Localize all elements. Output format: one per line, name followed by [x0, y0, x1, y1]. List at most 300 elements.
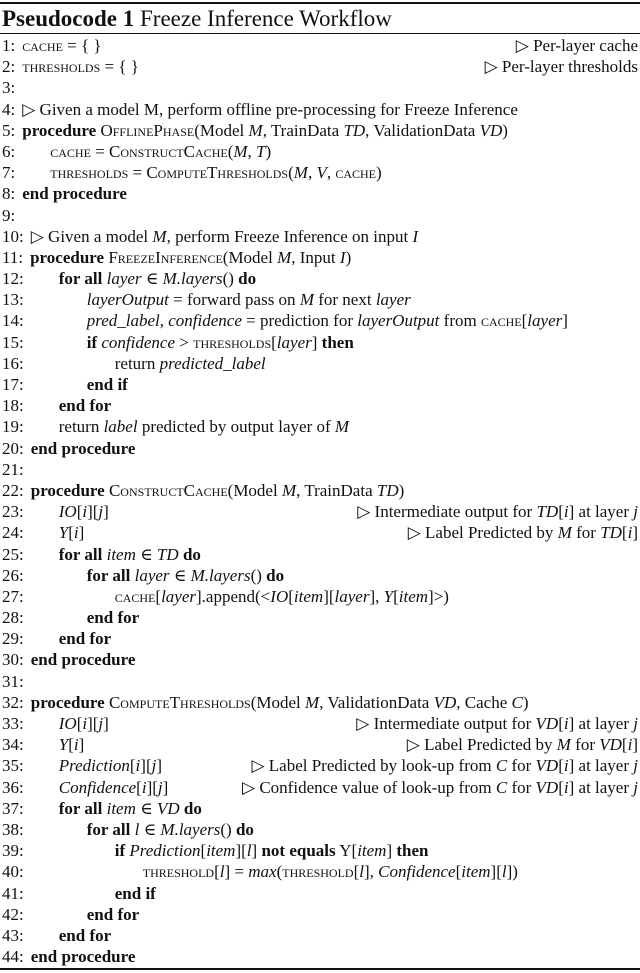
code-line: [0, 586, 640, 607]
keyword: end for: [58, 925, 112, 945]
code-line: [0, 77, 640, 98]
comment-code-text: for: [571, 523, 601, 543]
code-text: [: [136, 777, 142, 797]
line-number: 24:: [2, 523, 24, 543]
keyword: do: [235, 819, 254, 839]
code-text: >: [175, 332, 194, 352]
code-statement: [31, 501, 109, 522]
code-statement: [31, 226, 418, 247]
line-number: 5:: [2, 120, 16, 140]
code-text: ,: [247, 141, 257, 161]
comment-math-var: C: [495, 756, 508, 776]
code-text: ]: [251, 841, 262, 861]
code-text: Y[: [335, 841, 358, 861]
algorithm-name: Freeze Inference Workflow: [140, 6, 392, 31]
math-var: i: [82, 502, 88, 522]
math-var: M.layers: [190, 565, 251, 585]
code-statement: [31, 332, 354, 353]
comment-code-text: ▷ Label Predicted by: [407, 523, 558, 543]
code-statement: [31, 310, 568, 331]
line-number: 41:: [2, 883, 24, 903]
math-var: max: [248, 862, 277, 882]
math-var: item: [293, 586, 324, 606]
comment-code-text: ▷ Confidence value of look-up from: [242, 777, 496, 797]
math-var: Prediction: [58, 756, 130, 776]
code-text: ],: [369, 586, 384, 606]
math-var: Y: [383, 586, 394, 606]
line-number: 29:: [2, 629, 24, 649]
line-number: 13:: [2, 290, 24, 310]
keyword: if: [86, 332, 98, 352]
math-var: item: [398, 586, 429, 606]
keyword: for all: [86, 819, 131, 839]
code-line: [0, 56, 640, 77]
code-text: ]: [78, 523, 85, 543]
math-var: IO: [270, 586, 289, 606]
code-text: ][: [140, 756, 152, 776]
comment-math-var: C: [495, 777, 508, 797]
line-number: 39:: [2, 841, 24, 861]
comment-math-var: i: [563, 756, 569, 776]
math-var: M: [293, 163, 308, 183]
math-var: i: [73, 523, 79, 543]
line-number: 8:: [2, 184, 16, 204]
comment-code-text: ▷ Label Predicted by look-up from: [251, 756, 496, 776]
code-statement: [31, 883, 156, 904]
line-number: 34:: [2, 735, 24, 755]
code-statement: [22, 183, 127, 204]
math-var: layer: [161, 586, 197, 606]
math-var: M: [233, 141, 248, 161]
code-text: [: [214, 862, 220, 882]
code-statement: [31, 925, 111, 946]
line-number: 9:: [2, 205, 16, 225]
comment-math-var: j: [633, 756, 638, 776]
comment-math-var: M: [557, 523, 572, 543]
keyword: end for: [58, 629, 112, 649]
math-var: i: [141, 777, 147, 797]
code-line: [0, 35, 640, 56]
code-text: ].append(<: [196, 586, 271, 606]
line-comment: [516, 35, 638, 56]
math-var: layer: [334, 586, 370, 606]
code-line: [0, 861, 640, 882]
math-var: layer: [527, 311, 563, 331]
code-statement: [31, 755, 162, 776]
math-var: IO: [58, 714, 77, 733]
code-text: ][: [87, 502, 99, 522]
math-var: V: [316, 163, 327, 183]
code-text: ]>): [428, 586, 449, 606]
math-var: l: [246, 841, 252, 861]
code-text: , ValidationData: [365, 120, 480, 140]
code-line: [0, 268, 640, 289]
code-line: [0, 607, 640, 628]
code-text: (: [288, 163, 294, 183]
line-comment: [356, 713, 638, 734]
code-line: [0, 904, 640, 925]
code-line: [0, 480, 640, 501]
code-text: ∈: [169, 565, 191, 585]
code-text: (): [220, 819, 236, 839]
line-number: 33:: [2, 714, 24, 733]
code-line: [0, 565, 640, 586]
code-text: ▷ Given a model M, perform offline pre-processing for Freeze Inference: [22, 99, 518, 119]
code-line: [0, 883, 640, 904]
math-var: layer: [106, 269, 142, 289]
code-text: (Model: [222, 247, 278, 267]
code-statement: [31, 798, 202, 819]
keyword: for all: [58, 269, 103, 289]
code-statement: [22, 120, 508, 141]
code-text: [: [68, 735, 74, 755]
code-line: [0, 120, 640, 141]
code-line: [0, 755, 640, 776]
math-var: i: [135, 756, 141, 776]
code-line: [0, 310, 640, 331]
code-text: (): [222, 269, 239, 289]
math-var: l: [134, 819, 140, 839]
line-number: 21:: [2, 459, 24, 479]
line-number: 35:: [2, 756, 24, 776]
keyword: do: [182, 544, 201, 564]
keyword: not equals: [261, 841, 336, 861]
code-text: [: [76, 714, 83, 733]
math-var: j: [157, 777, 163, 797]
keyword: procedure: [30, 247, 105, 267]
keyword: procedure: [30, 480, 105, 500]
keyword: end procedure: [30, 947, 136, 967]
math-var: Prediction: [129, 841, 201, 861]
keyword: do: [266, 565, 285, 585]
function-name: cache: [114, 586, 156, 606]
comment-code-text: [: [621, 735, 628, 755]
code-statement: [31, 861, 518, 882]
code-statement: [31, 480, 405, 501]
code-text: ): [345, 247, 352, 267]
code-text: [: [271, 332, 277, 352]
code-line: [0, 395, 640, 416]
line-number: 23:: [2, 502, 24, 522]
math-var: Y: [58, 523, 69, 543]
algorithm-title: [0, 4, 640, 33]
code-line: [0, 692, 640, 713]
code-statement: [31, 522, 85, 543]
comment-code-text: [: [558, 777, 564, 797]
code-text: ,: [326, 163, 336, 183]
line-number: 28:: [2, 608, 24, 628]
comment-code-text: [: [558, 756, 564, 776]
code-text: ∈: [135, 798, 157, 818]
code-statement: [31, 438, 136, 459]
code-text: [: [393, 586, 399, 606]
comment-math-var: VD: [535, 777, 559, 797]
code-text: ][: [235, 841, 247, 861]
code-statement: [31, 692, 529, 713]
line-number: 2:: [2, 57, 16, 77]
code-statement: [31, 607, 139, 628]
comment-math-var: j: [633, 777, 638, 797]
keyword: end procedure: [22, 184, 127, 204]
math-var: VD: [433, 692, 457, 712]
line-comment: [251, 755, 638, 776]
math-var: j: [98, 502, 104, 522]
code-statement: [31, 649, 136, 670]
math-var: layer: [375, 290, 411, 310]
code-text: ]: [386, 841, 397, 861]
code-text: ][: [87, 714, 99, 733]
line-number: 27:: [2, 586, 24, 606]
keyword: end for: [86, 608, 140, 628]
code-line: [0, 628, 640, 649]
math-var: Confidence: [58, 777, 137, 797]
code-statement: [31, 268, 256, 289]
keyword: for all: [58, 544, 103, 564]
algorithm-label: Pseudocode 1: [2, 6, 135, 31]
line-comment: [357, 501, 638, 522]
math-var: M: [334, 417, 350, 437]
comment-math-var: TD: [536, 502, 559, 522]
code-text: ]): [506, 862, 518, 882]
code-text: ] =: [224, 862, 249, 882]
math-var: TD: [376, 480, 399, 500]
code-line: [0, 353, 640, 374]
comment-math-var: i: [563, 714, 569, 733]
comment-math-var: j: [633, 714, 638, 733]
code-line: [0, 946, 640, 967]
line-number: 19:: [2, 417, 24, 437]
code-line: [0, 289, 640, 310]
code-text: ]: [78, 735, 85, 755]
comment-code-text: for: [507, 756, 536, 776]
code-text: [: [76, 502, 83, 522]
code-statement: [31, 904, 139, 925]
code-text: ]: [162, 777, 169, 797]
code-text: ): [376, 163, 382, 183]
line-number: 44:: [2, 947, 24, 967]
math-var: confidence: [168, 311, 242, 331]
code-text: (): [250, 565, 267, 585]
math-var: Confidence: [378, 862, 456, 882]
code-text: ,: [159, 311, 169, 331]
code-text: (: [227, 141, 234, 161]
code-text: ∈: [135, 544, 157, 564]
code-text: predicted by output layer of: [137, 417, 335, 437]
math-var: i: [82, 714, 88, 733]
function-name: thresholds: [22, 57, 101, 77]
line-number: 26:: [2, 565, 24, 585]
code-text: , Cache: [456, 692, 512, 712]
keyword: for all: [86, 565, 131, 585]
math-var: M: [299, 290, 314, 310]
code-line: [0, 671, 640, 692]
math-var: TD: [156, 544, 179, 564]
code-line: [0, 247, 640, 268]
code-lines: [0, 34, 640, 967]
function-name: thresholds: [50, 163, 129, 183]
line-number: 30:: [2, 650, 24, 670]
math-var: confidence: [101, 332, 176, 352]
code-text: ▷ Given a model: [30, 226, 153, 246]
code-line: [0, 840, 640, 861]
code-statement: [22, 99, 518, 120]
code-text: ): [522, 692, 529, 712]
line-number: 10:: [2, 226, 24, 246]
code-line: [0, 459, 640, 480]
code-statement: [31, 565, 284, 586]
code-text: , perform Freeze Inference on input: [166, 226, 413, 246]
line-number: 12:: [2, 269, 24, 289]
code-text: [: [521, 311, 528, 331]
math-var: T: [256, 141, 266, 161]
comment-code-text: for: [570, 735, 600, 755]
function-name: cache: [22, 36, 63, 55]
line-number: 20:: [2, 438, 24, 458]
math-var: VD: [479, 120, 503, 140]
code-text: = forward pass on: [168, 290, 300, 310]
comment-code-text: ▷ Per-layer cache: [515, 36, 638, 55]
comment-code-text: ] at layer: [568, 714, 634, 733]
code-text: , TrainData: [262, 120, 344, 140]
keyword: end for: [86, 904, 140, 924]
function-name: ComputeThresholds: [108, 692, 251, 712]
code-statement: [31, 374, 128, 395]
code-text: ]: [103, 502, 109, 522]
math-var: M: [281, 480, 297, 500]
code-line: [0, 162, 640, 183]
code-statement: [31, 628, 111, 649]
code-text: = { }: [62, 36, 102, 55]
keyword: then: [396, 841, 429, 861]
keyword: procedure: [30, 692, 105, 712]
comment-code-text: ] at layer: [568, 502, 634, 522]
line-number: 6:: [2, 141, 16, 161]
code-text: [: [455, 862, 462, 882]
code-line: [0, 374, 640, 395]
keyword: do: [238, 269, 257, 289]
comment-math-var: i: [627, 523, 633, 543]
code-line: [0, 438, 640, 459]
code-statement: [22, 162, 381, 183]
code-line: [0, 713, 640, 734]
keyword: end if: [114, 883, 156, 903]
function-name: ConstructCache: [109, 141, 228, 161]
keyword: end procedure: [30, 650, 136, 670]
comment-code-text: ] at layer: [568, 756, 634, 776]
keyword: then: [321, 332, 354, 352]
line-number: 1:: [2, 36, 16, 55]
function-name: thresholds: [193, 332, 272, 352]
comment-code-text: for: [507, 777, 536, 797]
comment-code-text: ▷ Intermediate output for: [356, 714, 536, 733]
code-text: = { }: [100, 57, 139, 77]
math-var: M: [305, 692, 320, 712]
code-text: ]: [311, 332, 322, 352]
line-number: 42:: [2, 904, 24, 924]
math-var: item: [106, 544, 136, 564]
code-text: , TrainData: [296, 480, 377, 500]
code-text: ][: [323, 586, 335, 606]
code-line: [0, 99, 640, 120]
code-text: return: [58, 417, 104, 437]
code-line: [0, 416, 640, 437]
code-line: [0, 649, 640, 670]
code-line: [0, 501, 640, 522]
comment-math-var: i: [563, 502, 569, 522]
code-text: [: [288, 586, 294, 606]
code-statement: [22, 56, 139, 77]
math-var: TD: [343, 120, 366, 140]
code-text: (: [276, 862, 283, 882]
code-text: ): [265, 141, 272, 161]
comment-math-var: i: [627, 735, 633, 755]
code-statement: [31, 777, 169, 798]
line-comment: [408, 522, 638, 543]
code-text: return: [114, 353, 160, 373]
code-statement: [31, 586, 449, 607]
keyword: for all: [58, 798, 103, 818]
math-var: item: [461, 862, 491, 882]
line-number: 37:: [2, 798, 24, 818]
math-var: predicted_label: [159, 353, 266, 373]
comment-code-text: ] at layer: [568, 777, 634, 797]
code-text: ],: [363, 862, 379, 882]
math-var: IO: [58, 502, 77, 522]
code-line: [0, 798, 640, 819]
keyword: do: [183, 798, 202, 818]
code-text: ][: [146, 777, 158, 797]
code-text: =: [90, 141, 109, 161]
comment-math-var: j: [633, 502, 638, 522]
math-var: Y: [58, 735, 69, 755]
code-text: = prediction for: [241, 311, 358, 331]
line-number: 43:: [2, 925, 24, 945]
math-var: item: [206, 841, 236, 861]
math-var: M: [152, 226, 167, 246]
math-var: j: [151, 756, 157, 776]
code-statement: [31, 819, 254, 840]
line-number: 40:: [2, 862, 24, 882]
comment-math-var: TD: [600, 523, 622, 543]
code-statement: [31, 395, 111, 416]
math-var: C: [511, 692, 523, 712]
line-number: 18:: [2, 396, 24, 416]
line-number: 32:: [2, 692, 24, 712]
line-number: 4:: [2, 99, 16, 119]
code-line: [0, 544, 640, 565]
comment-code-text: [: [558, 502, 564, 522]
keyword: procedure: [22, 120, 97, 140]
comment-math-var: VD: [599, 735, 622, 755]
function-name: cache: [480, 311, 522, 331]
math-var: M: [248, 120, 263, 140]
code-text: ,: [307, 163, 317, 183]
function-name: OfflinePhase: [100, 120, 195, 140]
line-number: 11:: [2, 247, 24, 267]
code-text: (Model: [227, 480, 282, 500]
code-statement: [31, 713, 109, 734]
code-text: [: [68, 523, 74, 543]
code-line: [0, 819, 640, 840]
code-text: ]: [562, 311, 568, 331]
keyword: end for: [58, 396, 112, 416]
math-var: label: [103, 417, 138, 437]
line-number: 16:: [2, 353, 24, 373]
math-var: l: [219, 862, 225, 882]
math-var: item: [357, 841, 387, 861]
math-var: M.layers: [160, 819, 221, 839]
line-comment: [407, 734, 638, 755]
